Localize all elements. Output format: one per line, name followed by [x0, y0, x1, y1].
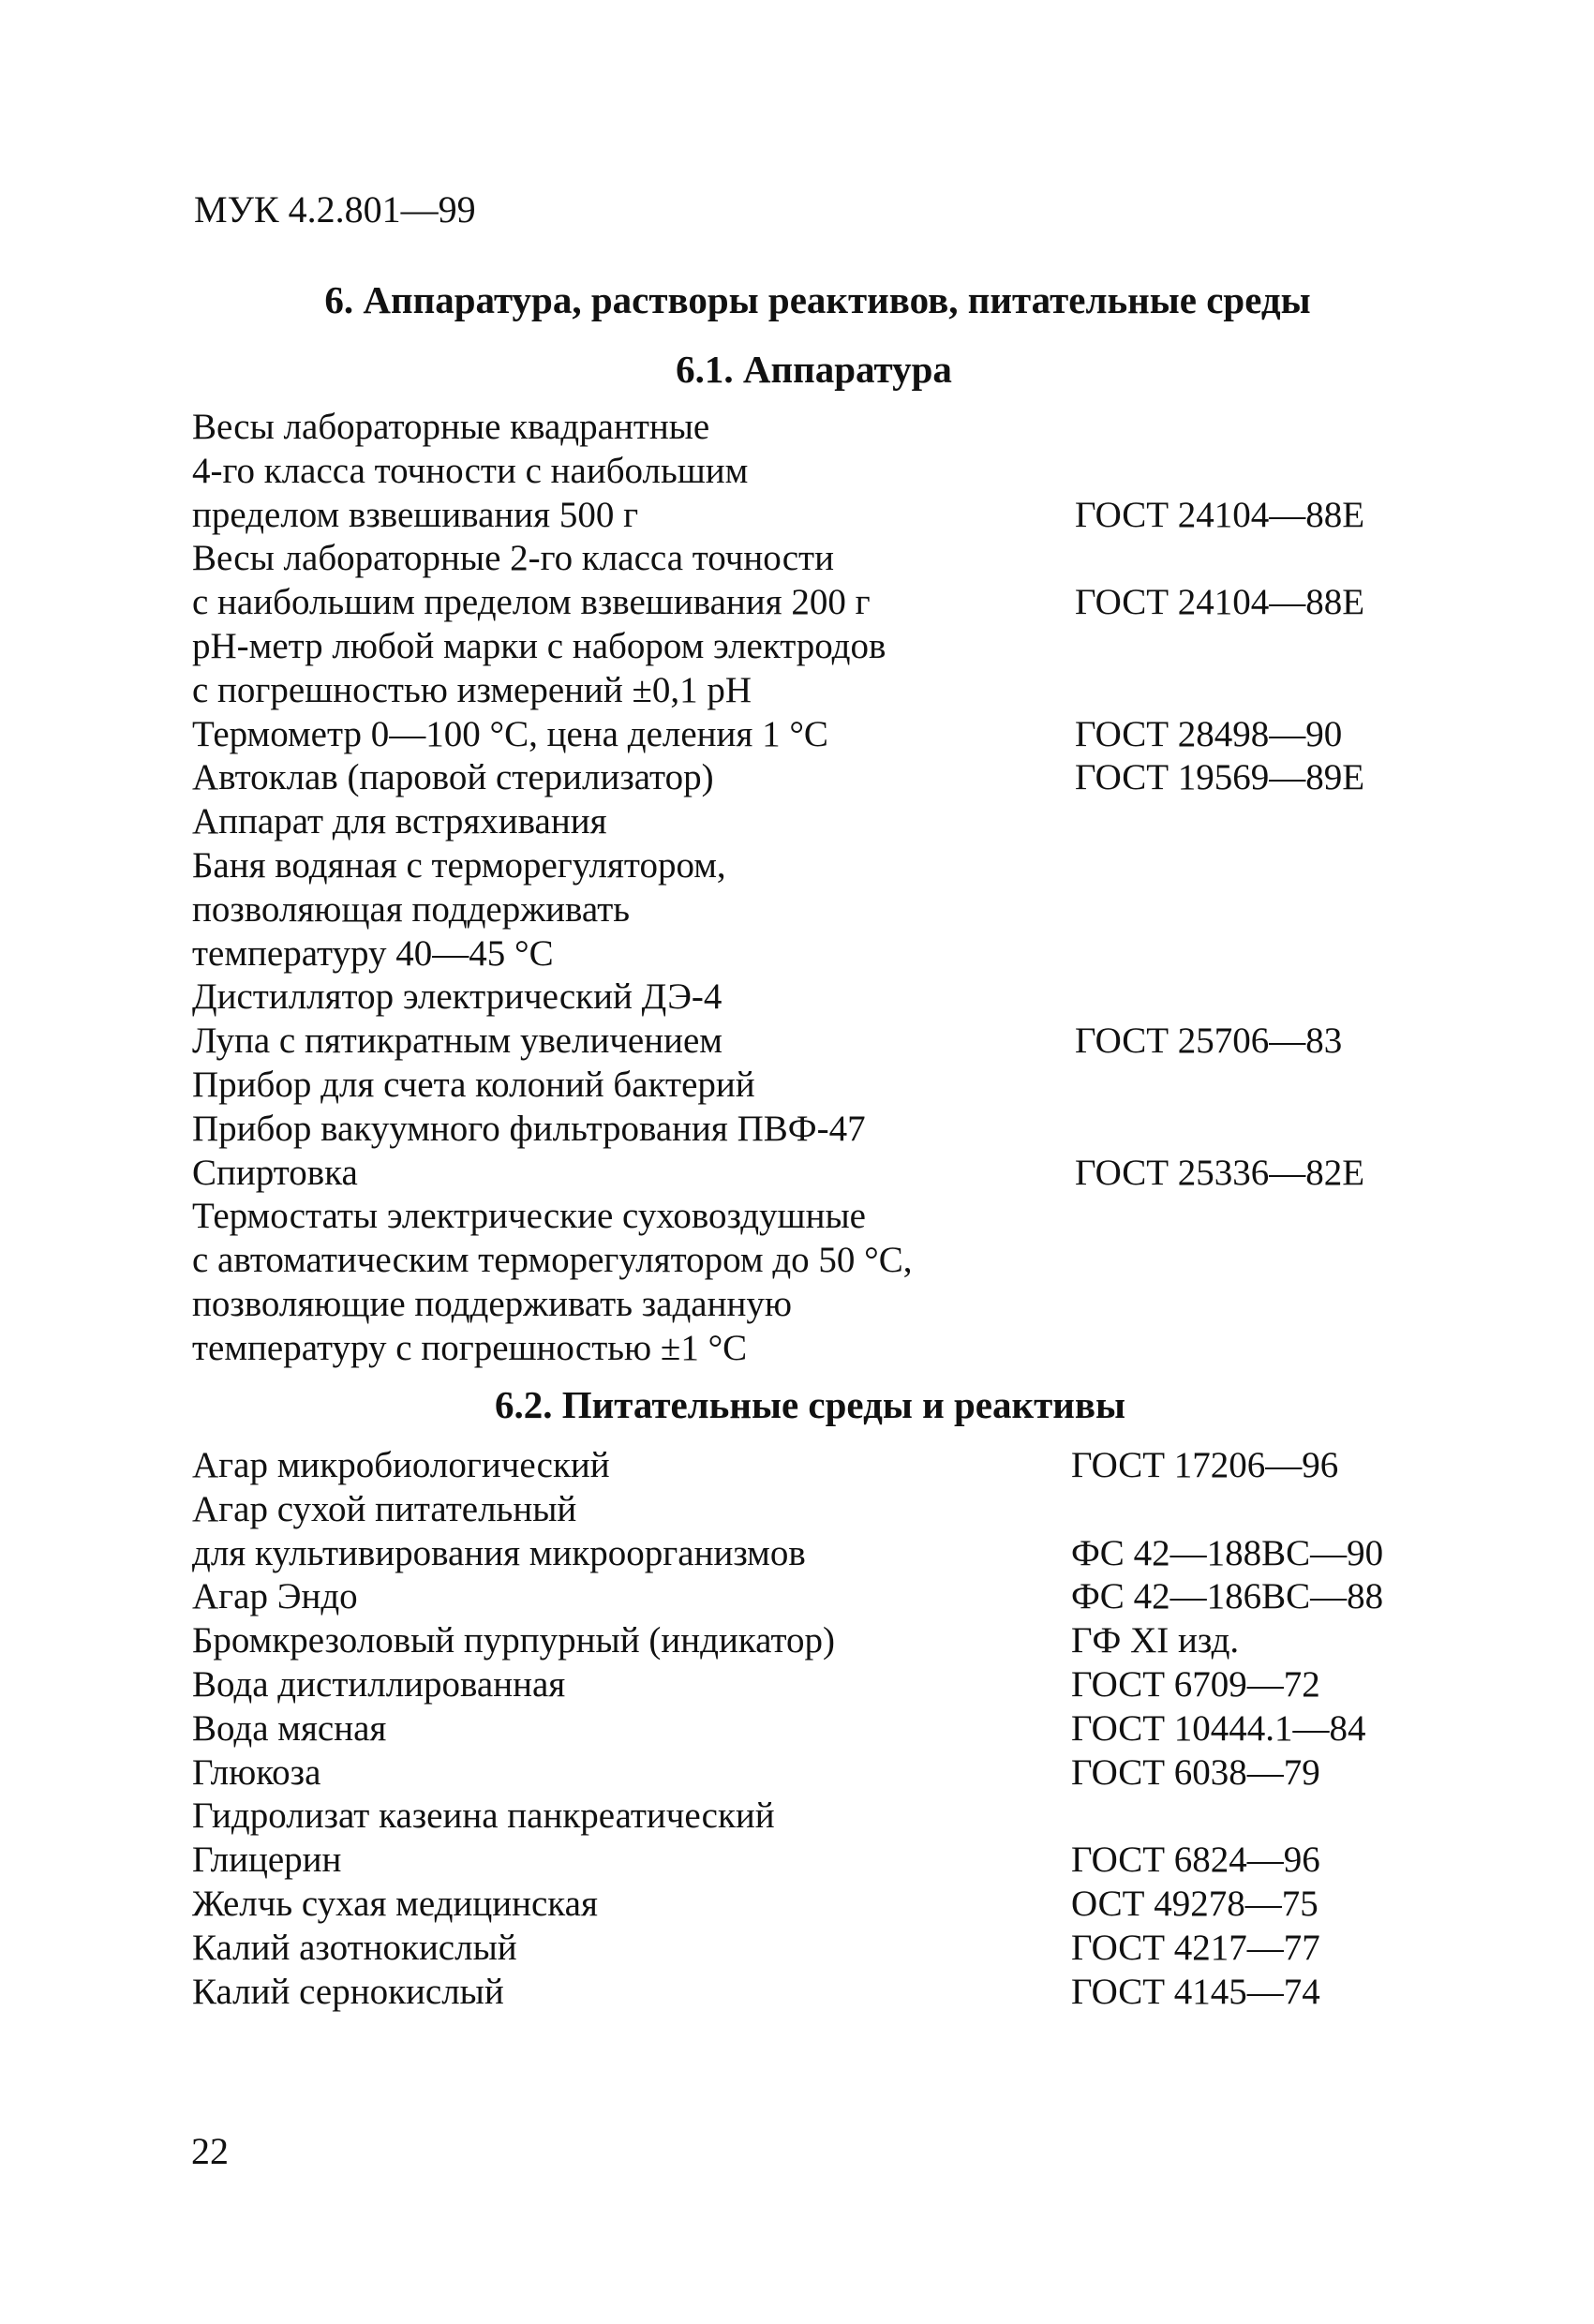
item-standard: ФС 42—188ВС—90	[1071, 1532, 1384, 1573]
list-row	[192, 844, 1429, 888]
item-description: температуру 40—45 °С	[192, 932, 554, 974]
list-row	[192, 1751, 1429, 1795]
list-row	[192, 1444, 1429, 1488]
item-description: Термометр 0—100 °С, цена деления 1 °С	[192, 713, 828, 754]
item-description: позволяющая поддерживать	[192, 888, 631, 930]
section-6-title: 6. Аппаратура, растворы реактивов, питательные среды	[324, 278, 1311, 321]
list-row	[192, 406, 1429, 450]
section-6-2-title: 6.2. Питательные среды и реактивы	[494, 1383, 1126, 1426]
equipment-list	[192, 406, 1429, 1371]
list-row	[192, 1020, 1429, 1064]
list-row	[192, 1839, 1429, 1883]
item-description: Гидролизат казеина панкреатический	[192, 1795, 775, 1837]
list-row	[192, 1707, 1429, 1751]
item-description: Термостаты электрические суховоздушные	[192, 1196, 866, 1237]
list-row	[192, 581, 1429, 625]
item-description: Дистиллятор электрический ДЭ-4	[192, 976, 723, 1018]
item-description: Весы лабораторные 2-го класса точности	[192, 538, 834, 579]
item-description: рН-метр любой марки с набором электродов	[192, 625, 886, 666]
list-row	[192, 976, 1429, 1020]
item-description: Глицерин	[192, 1840, 342, 1881]
document-code: МУК 4.2.801—99	[194, 188, 476, 231]
item-standard: ГОСТ 25706—83	[1075, 1020, 1343, 1062]
list-row	[192, 800, 1429, 844]
item-description: позволяющие поддерживать заданную	[192, 1283, 792, 1324]
list-row	[192, 1064, 1429, 1108]
list-row	[192, 1575, 1429, 1619]
item-description: Лупа с пятикратным увеличением	[192, 1020, 723, 1062]
item-description: с автоматическим терморегулятором до 50 °С,	[192, 1240, 913, 1281]
list-row	[192, 537, 1429, 581]
item-description: 4-го класса точности с наибольшим	[192, 450, 749, 491]
list-row	[192, 1283, 1429, 1327]
item-description: Спиртовка	[192, 1152, 358, 1193]
item-standard: ГОСТ 6709—72	[1071, 1663, 1320, 1705]
list-row	[192, 1488, 1429, 1532]
list-row	[192, 1663, 1429, 1707]
item-description: Автоклав (паровой стерилизатор)	[192, 757, 714, 798]
item-standard: ГОСТ 17206—96	[1071, 1445, 1339, 1485]
item-description: Калий сернокислый	[192, 1971, 504, 2012]
item-description: Калий азотнокислый	[192, 1927, 517, 1968]
item-description: с погрешностью измерений ±0,1 рН	[192, 669, 752, 710]
item-description: температуру с погрешностью ±1 °С	[192, 1327, 748, 1368]
media-reagents-list	[192, 1444, 1429, 2014]
item-description: пределом взвешивания 500 г	[192, 494, 639, 535]
item-description: Баня водяная с терморегулятором,	[192, 844, 726, 886]
item-standard: ГОСТ 6038—79	[1071, 1751, 1320, 1793]
item-standard: ГОСТ 10444.1—84	[1071, 1707, 1366, 1749]
item-standard: ОСТ 49278—75	[1071, 1883, 1318, 1924]
item-description: Прибор вакуумного фильтрования ПВФ-47	[192, 1108, 866, 1149]
list-row	[192, 1152, 1429, 1196]
list-row	[192, 1239, 1429, 1283]
item-standard: ФС 42—186ВС—88	[1071, 1576, 1384, 1617]
page-number: 22	[191, 2130, 229, 2172]
item-description: Желчь сухая медицинская	[192, 1883, 598, 1924]
item-standard: ГОСТ 28498—90	[1075, 713, 1343, 754]
list-row	[192, 669, 1429, 713]
list-row	[192, 1795, 1429, 1839]
item-description: Вода мясная	[192, 1707, 387, 1749]
item-description: для культивирования микроорганизмов	[192, 1532, 806, 1573]
list-row	[192, 1108, 1429, 1152]
item-description: Аппарат для встряхивания	[192, 801, 607, 842]
item-standard: ГОСТ 24104—88Е	[1075, 494, 1365, 535]
list-row	[192, 1532, 1429, 1576]
list-row	[192, 450, 1429, 494]
list-row	[192, 625, 1429, 669]
list-row	[192, 1927, 1429, 1971]
item-description: Глюкоза	[192, 1751, 321, 1793]
item-standard: ГОСТ 24104—88Е	[1075, 582, 1365, 623]
list-row	[192, 494, 1429, 538]
list-row	[192, 1971, 1429, 2015]
item-description: Агар сухой питательный	[192, 1488, 577, 1529]
list-row	[192, 888, 1429, 932]
list-row	[192, 1883, 1429, 1927]
item-standard: ГОСТ 19569—89Е	[1075, 757, 1365, 798]
list-row	[192, 1195, 1429, 1239]
item-description: с наибольшим пределом взвешивания 200 г	[192, 582, 871, 623]
item-standard: ГОСТ 25336—82Е	[1075, 1152, 1365, 1193]
item-description: Агар Эндо	[192, 1576, 358, 1617]
item-description: Прибор для счета колоний бактерий	[192, 1064, 755, 1105]
item-standard: ГОСТ 6824—96	[1071, 1840, 1320, 1881]
item-standard: ГОСТ 4217—77	[1071, 1927, 1320, 1968]
list-row	[192, 713, 1429, 757]
list-row	[192, 932, 1429, 976]
list-row	[192, 1619, 1429, 1663]
list-row	[192, 756, 1429, 800]
item-description: Бромкрезоловый пурпурный (индикатор)	[192, 1620, 835, 1661]
item-standard: ГФ XI изд.	[1071, 1620, 1240, 1661]
item-standard: ГОСТ 4145—74	[1071, 1971, 1320, 2012]
item-description: Агар микробиологический	[192, 1445, 610, 1485]
section-6-1-title: 6.1. Аппаратура	[676, 348, 952, 391]
item-description: Вода дистиллированная	[192, 1663, 566, 1705]
list-row	[192, 1327, 1429, 1371]
item-description: Весы лабораторные квадрантные	[192, 407, 710, 447]
